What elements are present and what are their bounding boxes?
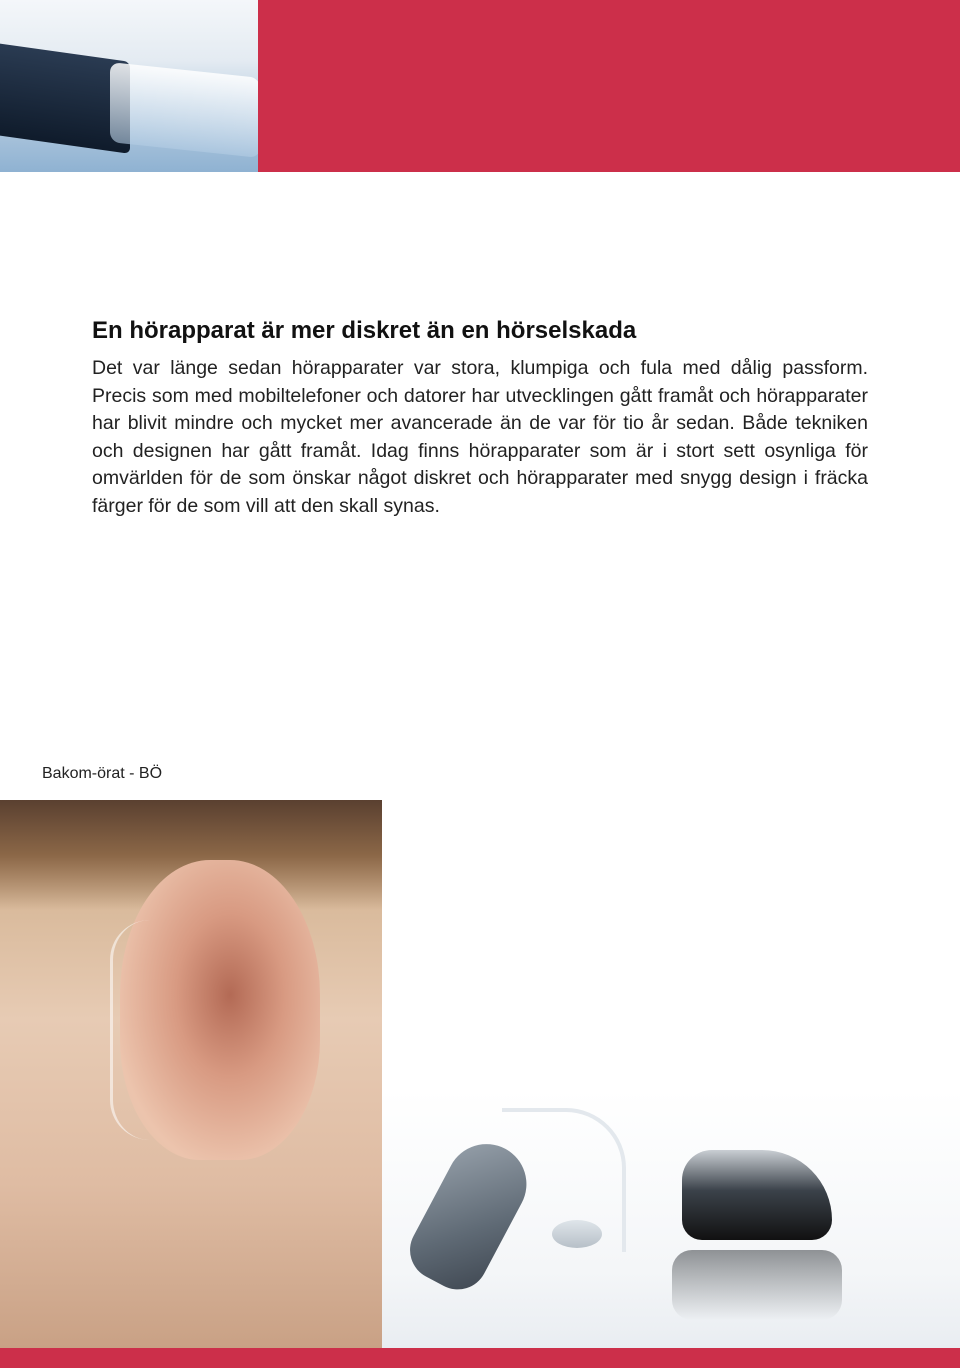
header-accent-bar	[258, 0, 960, 172]
photo-hearing-aid-tube	[110, 920, 173, 1140]
ear-photo	[0, 800, 382, 1348]
hearing-aid-closeup	[682, 1150, 832, 1240]
article-body: Det var länge sedan hörapparater var stora, klumpiga och fula med dålig passform. Precis som med mobiltelefoner och datorer har utvecklingen gått framåt och hörapparater har blivit mindre och mycket mer avancerade än de var för tio år sedan. Både tekniken och designen har gått framåt. Idag finns hörapparater som är i stort sett osynliga för omvärlden för de som önskar något diskret och hörapparater med snygg design i fräcka färger för de som vill att den skall synas.	[92, 357, 868, 517]
photo-clear-shape	[110, 62, 258, 158]
article	[92, 315, 868, 520]
article-heading: En hörapparat är mer diskret än en hörselskada	[92, 317, 637, 344]
hearing-aids-photo	[382, 1090, 960, 1348]
hearing-aid-reflection	[672, 1250, 842, 1320]
footer-accent-bar	[0, 1348, 960, 1368]
figure-caption: Bakom-örat - BÖ	[42, 765, 163, 782]
hearing-aid-dome	[552, 1220, 602, 1248]
header-photo-hearing-aid	[0, 0, 258, 172]
